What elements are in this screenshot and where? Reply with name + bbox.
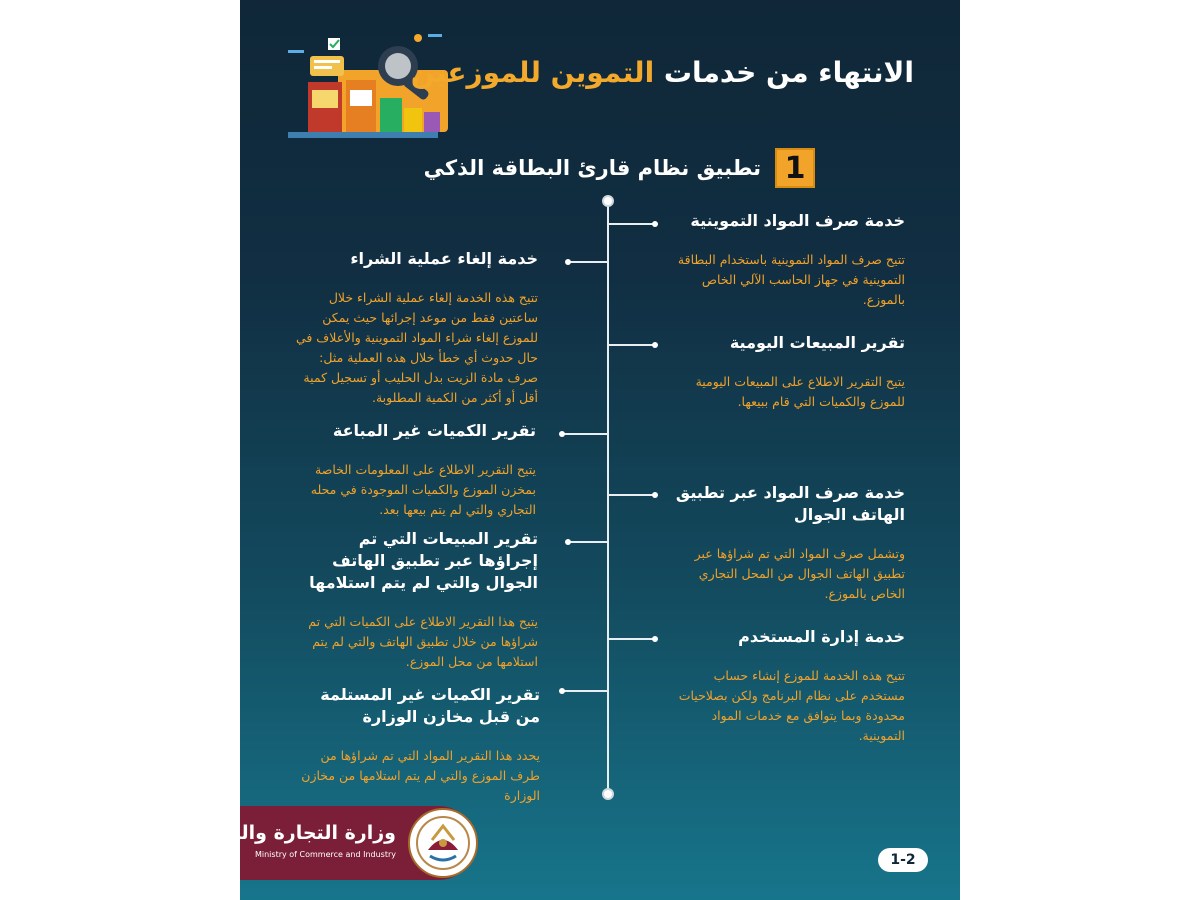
item-heading: خدمة صرف المواد التموينية [690, 211, 905, 230]
service-item-1 [675, 210, 905, 310]
title-highlight: التموين للموزعين [410, 56, 655, 89]
item-body: يتيح التقرير الاطلاع على المعلومات الخاصة بمخزن الموزع والكميات الموجودة في محله التجاري والتي لم يتم بيعها بعد. [310, 462, 536, 517]
section-header [395, 148, 815, 188]
service-item-5 [675, 482, 905, 604]
connector-5 [609, 494, 655, 496]
item-body: يحدد هذا التقرير المواد التي تم شراؤها من طرف الموزع والتي لم يتم استلامها من مخازن الوزارة [301, 748, 540, 803]
connector-8 [562, 690, 608, 692]
timeline-end-dot [602, 788, 614, 800]
item-heading: تقرير الكميات غير المستلمة من قبل مخازن الوزارة [320, 685, 540, 726]
item-heading: خدمة إدارة المستخدم [738, 627, 905, 646]
section-number: 1 [775, 148, 815, 188]
connector-7 [609, 638, 655, 640]
service-item-2 [290, 248, 538, 408]
item-body: تتيح صرف المواد التموينية باستخدام البطاقة التموينية في جهاز الحاسب الآلي الخاص بالموزع. [677, 252, 905, 307]
connector-3 [609, 344, 655, 346]
ministry-name-ar: وزارة التجارة والصناعة [183, 822, 396, 844]
section-title: تطبيق نظام قارئ البطاقة الذكي [423, 156, 761, 180]
service-item-3 [675, 332, 905, 412]
service-item-4 [310, 420, 536, 520]
item-heading: تقرير الكميات غير المباعة [332, 421, 536, 440]
item-body: تتيح هذه الخدمة إلغاء عملية الشراء خلال ساعتين فقط من موعد إجرائها حيث يمكن للموزع إلغاء شراء المواد التموينية والأعلاف في حال حدوث أي خطأ خلال هذه العملية مثل: صرف مادة الزيت بدل الحليب أو تسجيل كمية أقل أو أكثر من الكمية المطلوبة. [295, 290, 538, 405]
page-title [410, 56, 914, 89]
qatar-emblem-icon [408, 808, 478, 878]
connector-6 [568, 541, 608, 543]
service-item-8 [296, 684, 540, 806]
timeline-start-dot [602, 195, 614, 207]
service-item-6 [306, 528, 538, 672]
item-heading: تقرير المبيعات التي تم إجراؤها عبر تطبيق الهاتف الجوال والتي لم يتم استلامها [309, 529, 538, 592]
page-number-badge: 1-2 [878, 848, 928, 872]
ministry-name-en: Ministry of Commerce and Industry [254, 850, 396, 859]
item-heading: خدمة صرف المواد عبر تطبيق الهاتف الجوال [675, 483, 905, 524]
infographic-poster [183, 0, 960, 900]
connector-4 [562, 433, 608, 435]
timeline-line [607, 201, 609, 793]
item-body: يتيح هذا التقرير الاطلاع على الكميات التي تم شراؤها من خلال تطبيق الهاتف والتي لم يتم استلامها من محل الموزع. [308, 614, 538, 669]
connector-1 [609, 223, 655, 225]
item-body: يتيح التقرير الاطلاع على المبيعات اليومية للموزع والكميات التي قام ببيعها. [695, 374, 905, 409]
connector-2 [568, 261, 608, 263]
item-body: تتيح هذه الخدمة للموزع إنشاء حساب مستخدم على نظام البرنامج ولكن بصلاحيات محدودة وبما يتوافق مع خدمات المواد التموينية. [678, 668, 905, 743]
item-body: وتشمل صرف المواد التي تم شراؤها عبر تطبيق الهاتف الجوال من المحل التجاري الخاص بالموزع. [694, 546, 905, 601]
item-heading: خدمة إلغاء عملية الشراء [350, 249, 538, 268]
service-item-7 [675, 626, 905, 746]
title-main: الانتهاء من خدمات [654, 56, 914, 89]
item-heading: تقرير المبيعات اليومية [729, 333, 905, 352]
